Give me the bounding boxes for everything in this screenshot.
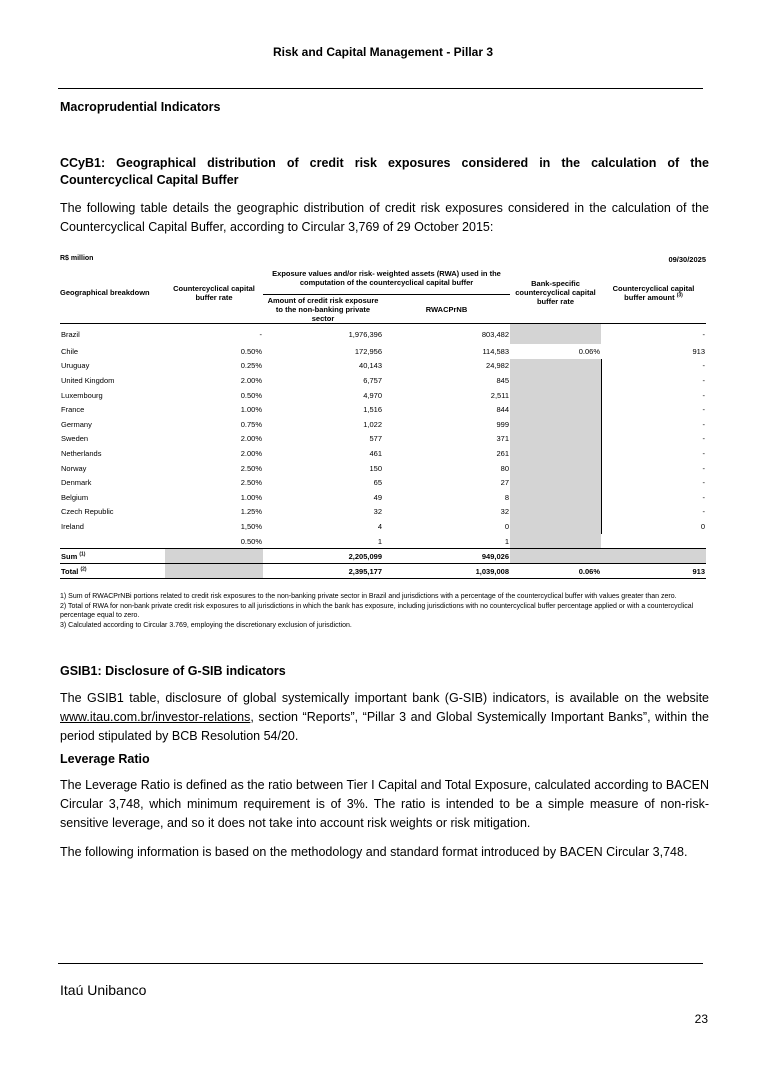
table-row [60,475,706,490]
cell-name: Norway [61,463,87,473]
table-row [60,534,706,549]
table-row [60,359,706,374]
page-header-title: Risk and Capital Management - Pillar 3 [272,45,494,59]
cell-exposure: 4 [377,521,382,531]
cell-name: Denmark [61,478,92,488]
cell-rwa: 844 [496,405,509,415]
cell-rate: - [259,329,262,339]
cell-exposure: 49 [373,492,382,502]
gsib1-paragraph: The GSIB1 table, disclosure of global systemically important bank (G-SIB) indicators, is available on the website www.itau.com.br/investor-relations, section “Reports”, “Pillar 3 and Global Systemically Important Banks”, within the period stipulated by BCB Resolution 54/20. [60,691,709,743]
table-row [60,373,706,388]
cell-bank-rate: 0.06% [578,346,600,356]
page-number: 23 [694,1012,708,1026]
cell-name: Belgium [61,492,89,502]
cell-rate: 2.00% [240,448,262,458]
total-label: Total $^{(2)}$ [60,564,165,579]
cell-rwa: 24,982 [486,361,509,371]
header-geographical-breakdown: Geographical breakdown [60,262,165,324]
total-rate-empty [165,564,263,579]
total-amount: 913 [601,564,706,579]
leverage-paragraph-1: The Leverage Ratio is defined as the ratio between Tier I Capital and Total Exposure, calculated according to BACEN Circular 3,748, which minimum requirement is of 3%. The ratio is intended to be a simple measure of non-risk-sensitive leverage, and so it does not take into account risk weights or risk mitigation. [60,778,709,830]
cell-exposure: 4,970 [363,390,382,400]
cell-name: Uruguay [61,361,90,371]
cell-name: Ireland [61,521,84,531]
cell-rwa: 845 [496,375,509,385]
section-title-macroprudential: Macroprudential Indicators [60,100,221,114]
cell-rate: 1.00% [240,492,262,502]
cell-amount: - [702,405,705,415]
ccyb1-intro: The following table details the geographic distribution of credit risk exposures considered in the calculation of the Countercyclical Capital Buffer, according to Circular 3,769 of 29 October 2015: [60,201,709,234]
table-row [60,490,706,505]
cell-exposure: 1,516 [363,405,382,415]
cell-exposure: 150 [369,463,382,473]
table-row [60,324,706,345]
cell-name: France [61,405,85,415]
footer-divider [58,963,703,964]
footer-brand: Itaú Unibanco [60,982,147,998]
cell-rate: 1,50% [240,521,262,531]
header-bank-specific-rate: Bank-specific countercyclical capital buffer rate [510,262,601,324]
header-divider [58,88,703,89]
cell-rwa: 261 [496,448,509,458]
cell-exposure: 6,757 [363,375,382,385]
cell-rate: 0.50% [240,536,262,546]
total-row [60,564,706,579]
cell-bank-rate [510,373,601,388]
cell-bank-rate [510,324,601,345]
cell-bank-rate [510,402,601,417]
table-row [60,446,706,461]
cell-rate: 2.00% [240,375,262,385]
cell-amount: - [702,419,705,429]
cell-bank-rate [510,359,601,374]
table-row [60,505,706,520]
cell-rwa: 999 [496,419,509,429]
sum-bank-rate-empty [510,549,601,564]
cell-name: Sweden [61,434,89,444]
cell-bank-rate [510,505,601,520]
cell-rate: 0.75% [240,419,262,429]
cell-bank-rate [510,475,601,490]
cell-bank-rate [510,461,601,476]
table-row [60,344,706,359]
cell-rwa: 371 [496,434,509,444]
ccyb1-title: CCyB1: Geographical distribution of credit risk exposures considered in the calculation of the Countercyclical Capital Buffer [60,156,709,187]
table-row [60,461,706,476]
cell-rate: 0.50% [240,346,262,356]
cell-amount: - [702,434,705,444]
cell-amount: 913 [692,346,705,356]
sum-rate-empty [165,549,263,564]
cell-rate: 0.50% [240,390,262,400]
cell-bank-rate [510,534,601,549]
cell-amount: - [702,463,705,473]
cell-rwa: 0 [504,521,509,531]
cell-amount [601,534,706,549]
cell-exposure: 32 [373,507,382,517]
cell-exposure: 1,022 [363,419,382,429]
investor-relations-link[interactable]: www.itau.com.br/investor-relations [60,710,251,724]
sum-exposure: 2,205,099 [263,549,383,564]
cell-amount: - [702,492,705,502]
table-date: 09/30/2025 [668,255,706,264]
footnote-2: 2) Total of RWA for non-bank private credit risk exposures to all jurisdictions in which the bank has exposure, including jurisdictions with no countercyclical buffer percentage applied or with a countercyclical percentage equal to zero. [60,602,694,620]
cell-rate: 1.00% [240,405,262,415]
cell-rate: 2.00% [240,434,262,444]
sum-amount-empty [601,549,706,564]
cell-exposure: 1,976,396 [348,329,382,339]
ccyb1-table [60,262,706,579]
cell-bank-rate [510,388,601,403]
cell-amount: - [702,361,705,371]
cell-bank-rate [510,432,601,447]
cell-rwa: 80 [500,463,509,473]
cell-bank-rate [510,490,601,505]
header-exposure-group: Exposure values and/or risk- weighted assets (RWA) used in the computation of the countercyclical capital buffer [263,262,510,295]
cell-name: United Kingdom [61,375,115,385]
cell-exposure: 172,956 [354,346,382,356]
leverage-ratio-title: Leverage Ratio [60,752,150,766]
cell-name: Germany [61,419,92,429]
cell-amount: - [702,448,705,458]
cell-name: Chile [61,346,79,356]
total-rwa: 1,039,008 [383,564,510,579]
table-row [60,402,706,417]
cell-rwa: 803,482 [481,329,509,339]
sum-row [60,549,706,564]
gsib1-title: GSIB1: Disclosure of G-SIB indicators [60,664,286,678]
cell-exposure: 461 [369,448,382,458]
cell-amount: - [702,507,705,517]
table-footnotes [60,592,706,630]
table-row [60,388,706,403]
header-buffer-amount: Countercyclical capital buffer amount $^{(3)}$ [601,262,706,324]
table-row [60,417,706,432]
cell-amount: - [702,375,705,385]
cell-exposure: 1 [377,536,382,546]
sum-label: Sum $^{(1)}$ [60,549,165,564]
footnote-1: 1) Sum of RWACPrNBi portions related to credit risk exposures to the non-banking private sector in Brazil and jurisdictions with a percentage of the countercyclical buffer with values greater than zero. [60,593,677,600]
cell-rwa: 27 [500,478,509,488]
cell-bank-rate [510,519,601,534]
footnote-3: 3) Calculated according to Circular 3.769, employing the discretionary exclusion of jurisdiction. [60,621,352,629]
cell-exposure: 40,143 [359,361,382,371]
table-row [60,432,706,447]
cell-amount: 0 [700,521,705,531]
cell-rate: 2.50% [240,463,262,473]
cell-bank-rate [510,446,601,461]
table-units: R$ million [60,255,94,262]
cell-rwa: 1 [504,536,509,546]
total-exposure: 2,395,177 [263,564,383,579]
leverage-paragraph-2: The following information is based on the methodology and standard format introduced by BACEN Circular 3,748. [60,845,688,859]
cell-rate: 1.25% [240,507,262,517]
sum-rwa: 949,026 [383,549,510,564]
cell-exposure: 577 [369,434,382,444]
cell-exposure: 65 [373,478,382,488]
cell-rate: 2.50% [240,478,262,488]
cell-rwa: 2,511 [490,390,509,400]
cell-name: Netherlands [61,448,102,458]
header-exposure-amount: Amount of credit risk exposure to the non-banking private sector [263,295,383,324]
header-ccyb-rate: Countercyclical capital buffer rate [165,262,263,324]
cell-amount: - [702,390,705,400]
cell-name: Brazil [61,329,80,339]
cell-rwa: 114,583 [482,346,509,356]
cell-name: Luxembourg [61,390,103,400]
cell-rate: 0.25% [240,361,262,371]
table-row [60,519,706,534]
cell-rwa: 8 [504,492,509,502]
cell-bank-rate [510,417,601,432]
cell-amount: - [702,478,705,488]
cell-name: Czech Republic [61,507,114,517]
cell-rwa: 32 [500,507,509,517]
total-bank-rate: 0.06% [510,564,601,579]
cell-name [60,534,165,549]
header-rwacprnb: RWACPrNB [383,295,510,324]
cell-amount: - [702,329,705,339]
